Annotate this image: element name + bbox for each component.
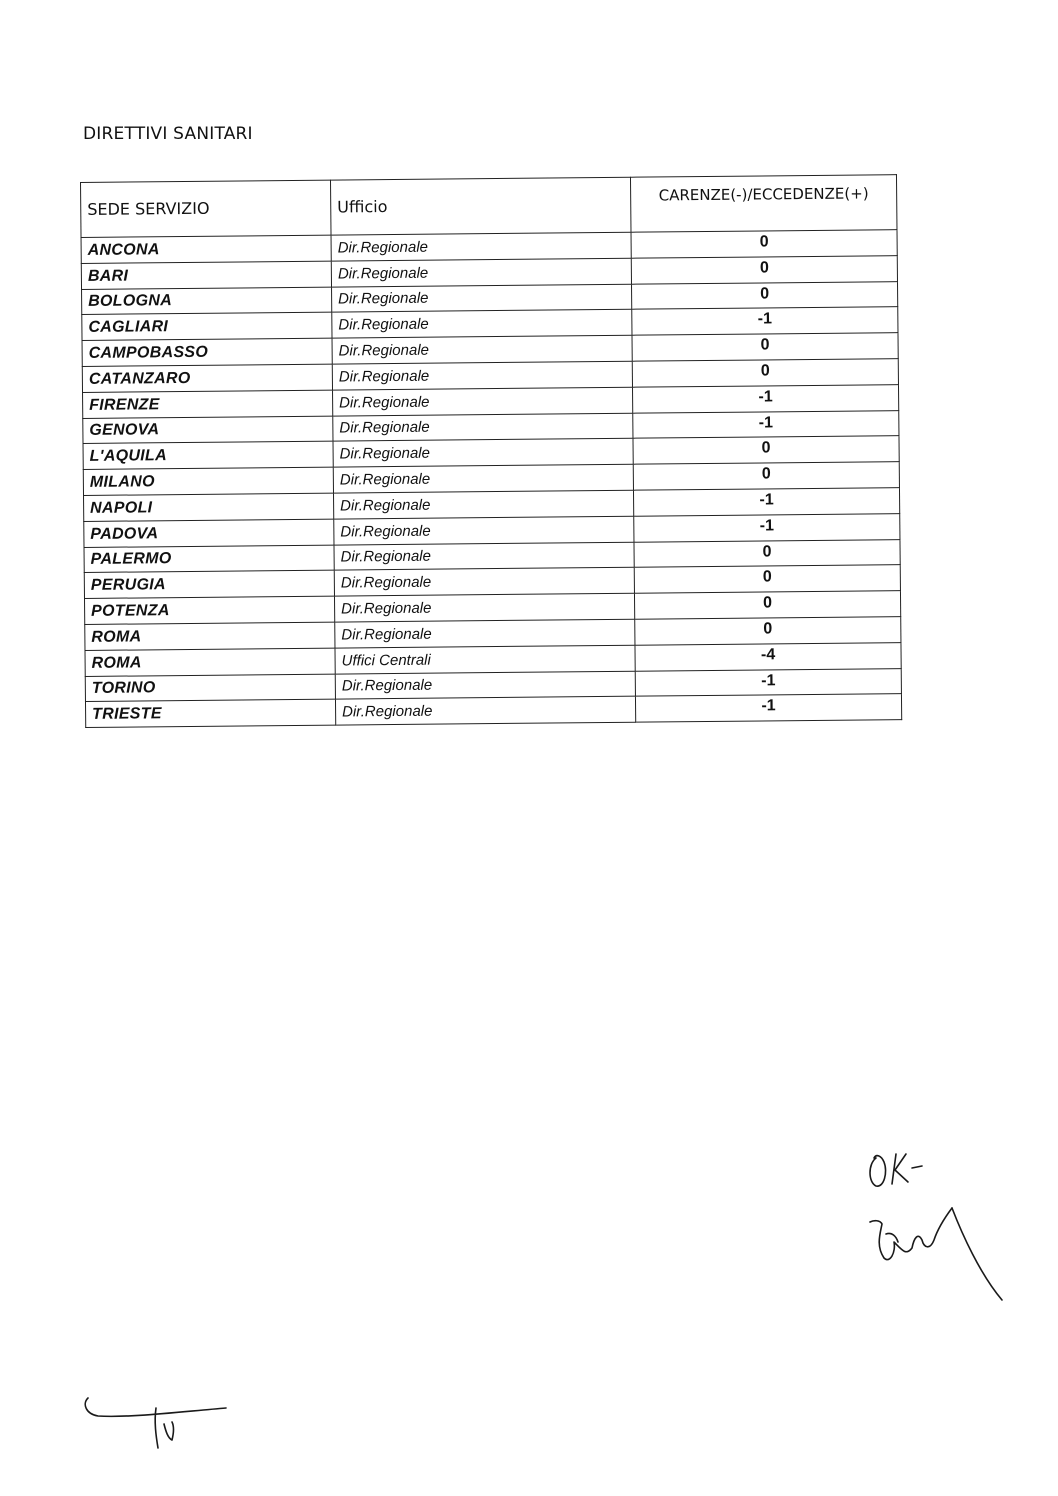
cell-valore: 0 bbox=[631, 255, 897, 283]
cell-ufficio: Dir.Regionale bbox=[332, 310, 632, 339]
cell-ufficio: Dir.Regionale bbox=[334, 516, 634, 545]
cell-valore: -1 bbox=[635, 694, 901, 722]
cell-ufficio: Dir.Regionale bbox=[333, 464, 633, 493]
cell-valore: 0 bbox=[635, 617, 901, 645]
cell-ufficio: Dir.Regionale bbox=[334, 542, 634, 571]
cell-ufficio: Uffici Centrali bbox=[335, 645, 635, 674]
cell-ufficio: Dir.Regionale bbox=[335, 671, 635, 700]
handwritten-ok-signature bbox=[862, 1124, 1022, 1314]
column-header-carenze-eccedenze: CARENZE(-)/ECCEDENZE(+) bbox=[630, 175, 897, 233]
cell-ufficio: Dir.Regionale bbox=[333, 387, 633, 416]
cell-ufficio: Dir.Regionale bbox=[332, 284, 632, 313]
cell-ufficio: Dir.Regionale bbox=[333, 413, 633, 442]
cell-ufficio: Dir.Regionale bbox=[335, 697, 635, 726]
cell-valore: 0 bbox=[631, 230, 897, 258]
cell-sede: PERUGIA bbox=[84, 570, 334, 598]
cell-sede: CAGLIARI bbox=[82, 312, 332, 340]
cell-valore: 0 bbox=[632, 281, 898, 309]
cell-sede: TRIESTE bbox=[85, 699, 335, 727]
cell-sede: POTENZA bbox=[84, 596, 334, 624]
cell-sede: GENOVA bbox=[83, 416, 333, 444]
staffing-table bbox=[80, 174, 902, 728]
page-title: DIRETTIVI SANITARI bbox=[83, 124, 253, 144]
cell-valore: -1 bbox=[634, 513, 900, 541]
cell-sede: NAPOLI bbox=[84, 493, 334, 521]
column-header-sede: SEDE SERVIZIO bbox=[81, 180, 332, 237]
cell-valore: 0 bbox=[633, 436, 899, 464]
cell-valore: 0 bbox=[634, 591, 900, 619]
cell-valore: 0 bbox=[632, 333, 898, 361]
cell-ufficio: Dir.Regionale bbox=[332, 335, 632, 364]
cell-sede: ROMA bbox=[85, 622, 335, 650]
cell-ufficio: Dir.Regionale bbox=[332, 361, 632, 390]
cell-valore: -4 bbox=[635, 642, 901, 670]
cell-sede: BARI bbox=[81, 261, 331, 289]
cell-sede: L'AQUILA bbox=[83, 441, 333, 469]
cell-sede: ROMA bbox=[85, 648, 335, 676]
handwritten-initial-signature bbox=[78, 1392, 238, 1462]
cell-sede: FIRENZE bbox=[83, 390, 333, 418]
cell-sede: PADOVA bbox=[84, 519, 334, 547]
cell-sede: CAMPOBASSO bbox=[82, 338, 332, 366]
cell-ufficio: Dir.Regionale bbox=[333, 439, 633, 468]
cell-sede: ANCONA bbox=[81, 235, 331, 263]
cell-valore: 0 bbox=[634, 565, 900, 593]
staffing-table-wrapper bbox=[80, 174, 901, 728]
cell-sede: MILANO bbox=[83, 467, 333, 495]
cell-sede: BOLOGNA bbox=[82, 287, 332, 315]
cell-valore: 0 bbox=[632, 359, 898, 387]
cell-ufficio: Dir.Regionale bbox=[331, 258, 631, 287]
cell-ufficio: Dir.Regionale bbox=[334, 593, 634, 622]
cell-valore: 0 bbox=[633, 462, 899, 490]
cell-ufficio: Dir.Regionale bbox=[335, 619, 635, 648]
column-header-ufficio: Ufficio bbox=[330, 177, 631, 235]
cell-ufficio: Dir.Regionale bbox=[334, 568, 634, 597]
cell-valore: -1 bbox=[633, 488, 899, 516]
cell-ufficio: Dir.Regionale bbox=[333, 490, 633, 519]
cell-sede: PALERMO bbox=[84, 545, 334, 573]
cell-sede: CATANZARO bbox=[82, 364, 332, 392]
table-header-row bbox=[81, 175, 897, 238]
cell-sede: TORINO bbox=[85, 674, 335, 702]
cell-valore: -1 bbox=[635, 668, 901, 696]
cell-valore: -1 bbox=[632, 307, 898, 335]
cell-valore: -1 bbox=[632, 384, 898, 412]
cell-ufficio: Dir.Regionale bbox=[331, 232, 631, 261]
cell-valore: -1 bbox=[633, 410, 899, 438]
cell-valore: 0 bbox=[634, 539, 900, 567]
